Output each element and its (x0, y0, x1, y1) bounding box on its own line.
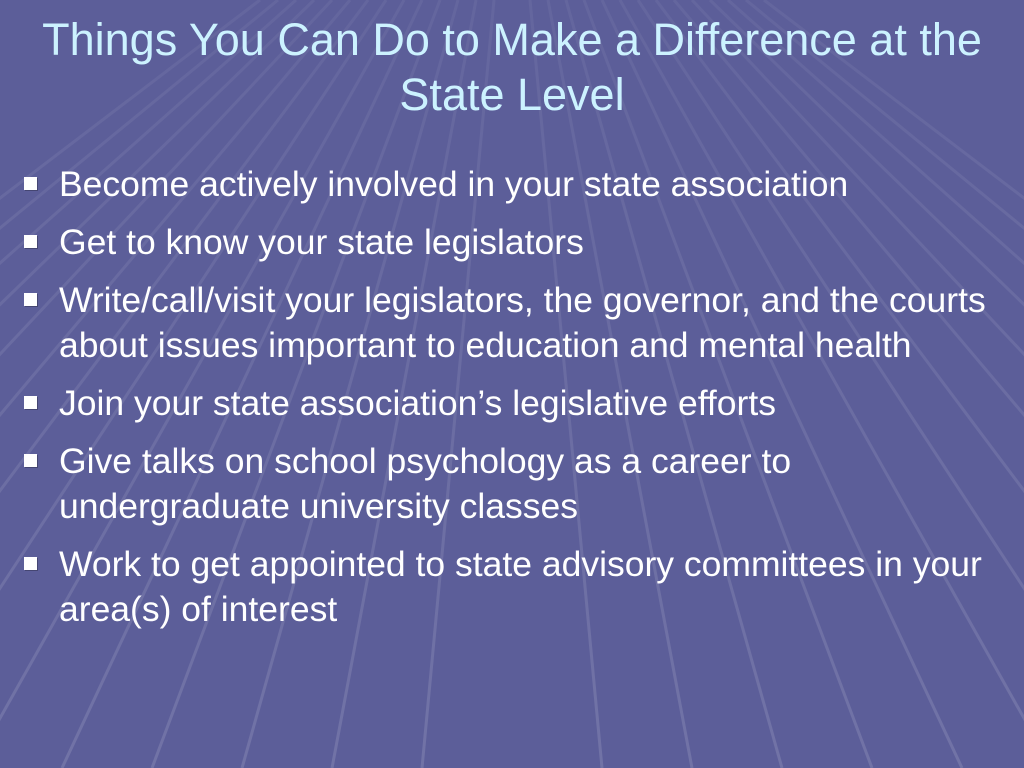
bullet-text: Get to know your state legislators (59, 222, 584, 262)
bullet-text: Join your state association’s legislative efforts (59, 383, 776, 423)
bullet-text: Become actively involved in your state association (59, 164, 849, 204)
square-bullet-icon (24, 454, 37, 467)
bullet-text: Work to get appointed to state advisory committees in your area(s) of interest (59, 544, 982, 629)
bullet-item (22, 162, 1012, 207)
bullet-text: Write/call/visit your legislators, the governor, and the courts about issues important to education and mental health (59, 280, 986, 365)
bullet-text: Give talks on school psychology as a career to undergraduate university classes (59, 441, 792, 526)
square-bullet-icon (24, 177, 37, 190)
square-bullet-icon (24, 293, 37, 306)
bullet-item (22, 278, 1012, 368)
bullet-item (22, 542, 1012, 632)
bullet-item (22, 439, 1012, 529)
square-bullet-icon (24, 396, 37, 409)
square-bullet-icon (24, 235, 37, 248)
slide-title: Things You Can Do to Make a Difference at the State Level (42, 14, 982, 120)
bullet-item (22, 381, 1012, 426)
bullet-item (22, 220, 1012, 265)
bullet-list (22, 162, 1012, 645)
square-bullet-icon (24, 557, 37, 570)
